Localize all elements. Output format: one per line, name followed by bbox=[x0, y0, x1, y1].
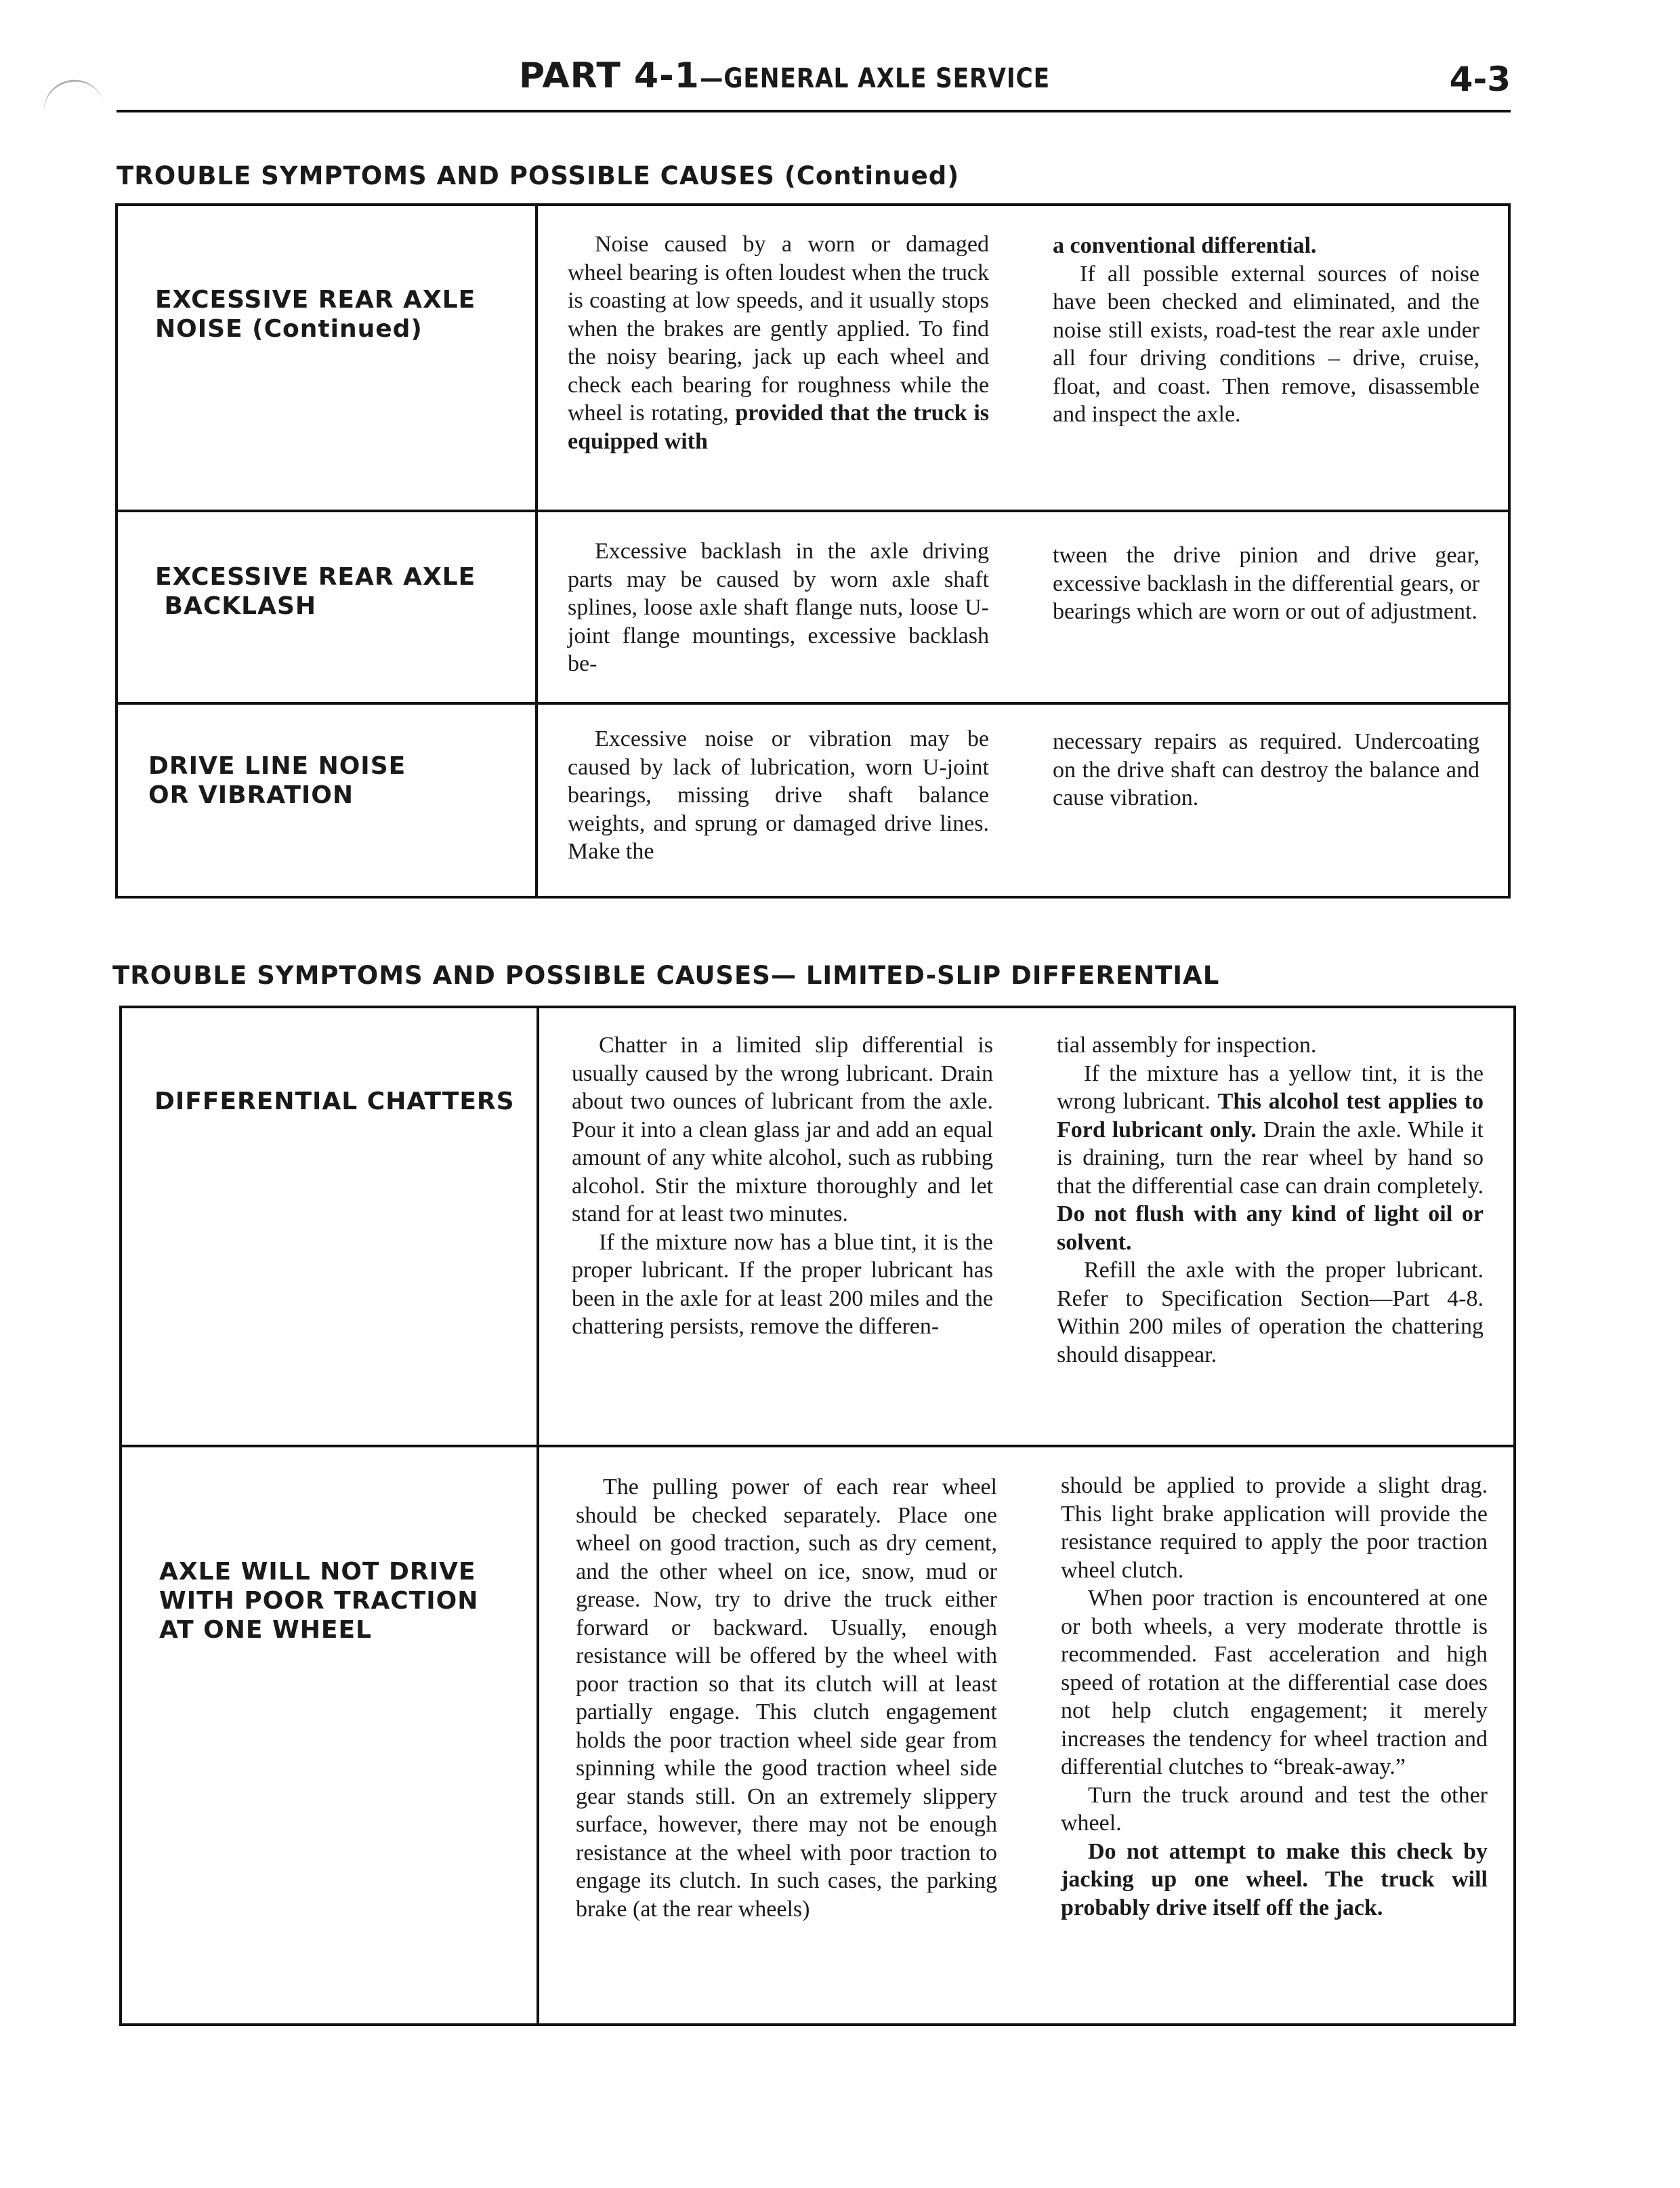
cause-column-right bbox=[1053, 541, 1479, 626]
paragraph bbox=[1053, 232, 1479, 260]
body-text: Refill the axle with the proper lubricant. Refer to Specification Section—Part 4-8. Within 200 miles of operation the chattering should disappear. bbox=[1057, 1258, 1484, 1367]
body-text: Noise caused by a worn or damaged wheel bearing is often loudest when the truck is coasting at low speeds, and it usually stops when the brakes are gently applied. To find the noisy bearing, jack up each wheel and check each bearing for roughness while the wheel is rotating, bbox=[568, 232, 989, 426]
emphasis-text: a conventional differential. bbox=[1053, 233, 1317, 258]
cause-column-right bbox=[1061, 1472, 1488, 1922]
table-row bbox=[122, 1008, 1513, 1447]
body-text: If all possible external sources of noise have been checked and eliminated, and the noise still exists, road-test the rear axle under all four driving conditions – drive, cruise, float, and coast. Then remove, disassemble and inspect the axle. bbox=[1053, 261, 1479, 427]
symptom-label: AXLE WILL NOT DRIVE WITH POOR TRACTION AT ONE WHEEL bbox=[159, 1558, 479, 1644]
page-number: 4-3 bbox=[1449, 60, 1511, 99]
emphasis-text: provided that the truck is equipped with bbox=[568, 400, 989, 454]
cause-column-left bbox=[576, 1473, 997, 1923]
emphasis-text: Do not attempt to make this check by jacking up one wheel. The truck will probably drive itself off the jack. bbox=[1061, 1838, 1488, 1920]
table-row bbox=[118, 512, 1508, 705]
body-text: Excessive backlash in the axle driving parts may be caused by worn axle shaft splines, loose axle shaft flange nuts, loose U-joint flange mountings, excessive backlash be- bbox=[568, 539, 989, 676]
cause-column-left bbox=[568, 537, 989, 678]
cause-column-right bbox=[1053, 728, 1479, 812]
body-text: necessary repairs as required. Undercoating on the drive shaft can destroy the balance and cause vibration. bbox=[1053, 729, 1479, 810]
symptom-label: DIFFERENTIAL CHATTERS bbox=[154, 1088, 515, 1115]
trouble-table-limited-slip bbox=[119, 1006, 1516, 2026]
paragraph bbox=[1057, 1256, 1484, 1369]
body-text: If the mixture has a yellow tint, it is the wrong lubricant. bbox=[1057, 1060, 1484, 1114]
symptom-cell bbox=[118, 206, 538, 510]
paragraph bbox=[1061, 1584, 1488, 1781]
body-text: Chatter in a limited slip differential is usually caused by the wrong lubricant. Drain about two ounces of lubricant from the axle. Pour it into a clean glass jar and add an equal amount of any white alcohol, such as rubbing alcohol. Stir the mixture thoroughly and let stand for at least two minutes. bbox=[572, 1033, 993, 1226]
cause-column-left bbox=[568, 725, 989, 866]
trouble-table-general bbox=[115, 203, 1511, 899]
paragraph bbox=[572, 1229, 993, 1341]
section-heading-limited-slip: TROUBLE SYMPTOMS AND POSSIBLE CAUSES— LIMITED-SLIP DIFFERENTIAL bbox=[112, 961, 1220, 990]
symptom-cell bbox=[122, 1447, 539, 2023]
body-text: Drain the axle. While it is draining, turn the rear wheel by hand so that the differential case can drain completely. bbox=[1057, 1117, 1484, 1199]
paragraph bbox=[576, 1473, 997, 1923]
paragraph bbox=[1053, 728, 1479, 812]
body-text: When poor traction is encountered at one or both wheels, a very moderate throttle is recommended. Fast acceleration and high speed of rotation at the differential case does not help clutch engagement; it merely increases the tendency for wheel traction and differential clutches to “break-away.” bbox=[1061, 1586, 1488, 1779]
paragraph bbox=[1053, 541, 1479, 626]
symptom-label: EXCESSIVE REAR AXLE NOISE (Continued) bbox=[155, 286, 476, 343]
paragraph bbox=[568, 230, 989, 455]
paragraph bbox=[1053, 260, 1479, 429]
paragraph bbox=[1061, 1781, 1488, 1838]
symptom-cell bbox=[118, 705, 538, 896]
paragraph bbox=[568, 725, 989, 866]
cause-column-right bbox=[1057, 1031, 1484, 1369]
body-text: The pulling power of each rear wheel should be checked separately. Place one wheel on good traction, such as dry cement, and the other wheel on ice, snow, mud or grease. Now, try to drive the truck either forward or backward. Usually, enough resistance will be offered by the wheel with poor traction so that its clutch will at least partially engage. This clutch engagement holds the poor traction wheel side gear from spinning while the good traction wheel side gear stands still. On an extremely slippery surface, however, there may not be enough resistance at the wheel with poor traction to engage its clutch. In such cases, the parking brake (at the rear wheels) bbox=[576, 1474, 997, 1922]
body-text: should be applied to provide a slight drag. This light brake application will provide the resistance required to apply the poor traction wheel clutch. bbox=[1061, 1473, 1488, 1583]
header-rule bbox=[117, 110, 1511, 112]
part-number: PART 4-1 bbox=[519, 56, 700, 96]
paragraph bbox=[1061, 1838, 1488, 1922]
emphasis-text: This alcohol test applies to Ford lubricant only. bbox=[1057, 1089, 1484, 1142]
paragraph bbox=[1057, 1031, 1484, 1060]
emphasis-text: Do not flush with any kind of light oil or solvent. bbox=[1057, 1201, 1484, 1255]
paragraph bbox=[1057, 1060, 1484, 1257]
symptom-cell bbox=[118, 512, 538, 702]
body-text: tween the drive pinion and drive gear, excessive backlash in the differential gears, or bearings which are worn or out of adjustment. bbox=[1053, 543, 1479, 624]
page-corner-mark bbox=[38, 74, 106, 128]
symptom-label: DRIVE LINE NOISE OR VIBRATION bbox=[148, 752, 406, 809]
paragraph bbox=[1061, 1472, 1488, 1584]
table-row bbox=[118, 206, 1508, 512]
cause-column-right bbox=[1053, 232, 1479, 429]
symptom-label: EXCESSIVE REAR AXLE BACKLASH bbox=[155, 563, 476, 620]
page-title bbox=[115, 56, 1511, 96]
table-row bbox=[118, 705, 1508, 896]
paragraph bbox=[572, 1031, 993, 1229]
body-text: Turn the truck around and test the other wheel. bbox=[1061, 1782, 1488, 1836]
page-header bbox=[115, 56, 1511, 117]
cause-column-left bbox=[568, 230, 989, 455]
section-heading-continued: TROUBLE SYMPTOMS AND POSSIBLE CAUSES (Continued) bbox=[117, 161, 960, 190]
body-text: tial assembly for inspection. bbox=[1057, 1033, 1317, 1058]
body-text: Excessive noise or vibration may be caused by lack of lubrication, worn U-joint bearings, missing drive shaft balance weights, and sprung or damaged drive lines. Make the bbox=[568, 726, 989, 864]
part-title: —GENERAL AXLE SERVICE bbox=[699, 63, 1050, 94]
body-text: If the mixture now has a blue tint, it is the proper lubricant. If the proper lubricant has been in the axle for at least 200 miles and the chattering persists, remove the differen- bbox=[572, 1229, 993, 1339]
paragraph bbox=[568, 537, 989, 678]
table-row bbox=[122, 1447, 1513, 2023]
symptom-cell bbox=[122, 1008, 539, 1445]
cause-column-left bbox=[572, 1031, 993, 1341]
